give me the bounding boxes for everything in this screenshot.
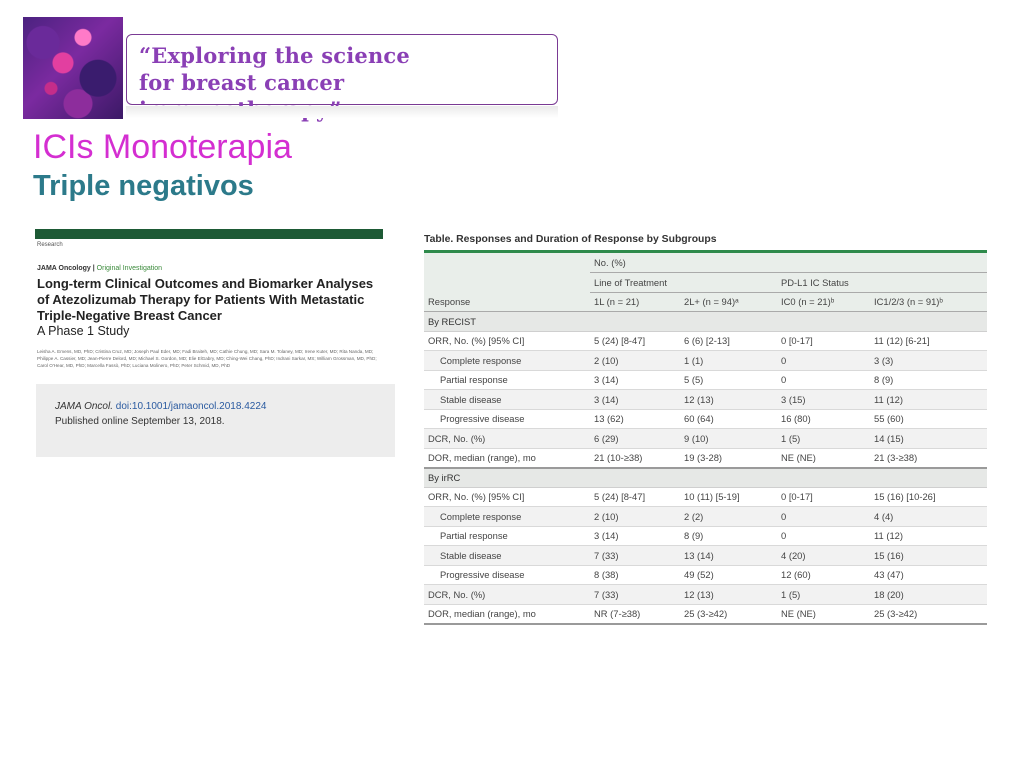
cell: 55 (60) (870, 409, 987, 429)
table-row (424, 409, 987, 429)
cell: 1 (5) (777, 585, 870, 605)
article-header-bar (35, 229, 383, 239)
slide-subtitle: Triple negativos (33, 170, 254, 202)
section-irrc: By irRC (424, 468, 987, 488)
table-row (424, 390, 987, 410)
cell: 3 (14) (590, 390, 680, 410)
cell: 49 (52) (680, 565, 777, 585)
cell: 2 (10) (590, 351, 680, 371)
cell: 11 (12) (870, 390, 987, 410)
table-header-row (424, 273, 987, 293)
cell: 15 (16) (870, 546, 987, 566)
table-row (424, 526, 987, 546)
citation-journal: JAMA Oncol. (55, 401, 113, 412)
header-no-pct: No. (%) (590, 253, 987, 273)
cell: 11 (12) [6-21] (870, 331, 987, 351)
table-row (424, 546, 987, 566)
table-row (424, 604, 987, 624)
cell: 16 (80) (777, 409, 870, 429)
cell: 12 (60) (777, 565, 870, 585)
cell: 3 (14) (590, 526, 680, 546)
article-type: Original Investigation (96, 265, 163, 272)
article-phase: A Phase 1 Study (37, 324, 130, 338)
cell: 0 [0-17] (777, 487, 870, 507)
row-label: ORR, No. (%) [95% CI] (424, 331, 590, 351)
cell: 0 [0-17] (777, 331, 870, 351)
cell: 6 (6) [2-13] (680, 331, 777, 351)
cell: 4 (20) (777, 546, 870, 566)
cell: 8 (9) (680, 526, 777, 546)
article-headline: Long-term Clinical Outcomes and Biomarker Analyses of Atezolizumab Therapy for Patients With Metastatic Triple-Negative Breast Cancer (37, 276, 374, 323)
table-row (424, 565, 987, 585)
cell: 25 (3-≥42) (680, 604, 777, 624)
cell: 3 (15) (777, 390, 870, 410)
cell: 13 (62) (590, 409, 680, 429)
row-label: DCR, No. (%) (424, 429, 590, 449)
cell: NR (7-≥38) (590, 604, 680, 624)
table-row (424, 331, 987, 351)
section-row (424, 312, 987, 332)
section-row (424, 468, 987, 488)
row-label: Partial response (424, 526, 590, 546)
table-header-row (424, 253, 987, 273)
table-caption: Table. Responses and Duration of Response by Subgroups (424, 234, 717, 245)
cell: 6 (29) (590, 429, 680, 449)
table-header-row (424, 292, 987, 312)
banner-image (23, 17, 123, 119)
cell: 12 (13) (680, 390, 777, 410)
cell: 0 (777, 370, 870, 390)
table-row (424, 351, 987, 371)
journal-name: JAMA Oncology (37, 265, 91, 272)
cell: 5 (24) [8-47] (590, 487, 680, 507)
header-pdl1-status: PD-L1 IC Status (777, 273, 987, 293)
table-row (424, 370, 987, 390)
response-table (424, 230, 987, 625)
header-response: Response (424, 292, 590, 312)
row-label: Complete response (424, 507, 590, 527)
citation-published: Published online September 13, 2018. (55, 416, 225, 427)
header-col: 1L (n = 21) (590, 292, 680, 312)
header-line-of-treatment: Line of Treatment (590, 273, 777, 293)
cell: 11 (12) (870, 526, 987, 546)
cell: 1 (5) (777, 429, 870, 449)
cell: 0 (777, 507, 870, 527)
row-label: Progressive disease (424, 565, 590, 585)
cell: 1 (1) (680, 351, 777, 371)
cell: 3 (3) (870, 351, 987, 371)
row-label: Partial response (424, 370, 590, 390)
cell: 43 (47) (870, 565, 987, 585)
cell: 4 (4) (870, 507, 987, 527)
table-row (424, 585, 987, 605)
cell: 10 (11) [5-19] (680, 487, 777, 507)
row-label: Complete response (424, 351, 590, 371)
row-label: ORR, No. (%) [95% CI] (424, 487, 590, 507)
row-label: DCR, No. (%) (424, 585, 590, 605)
cell: 0 (777, 351, 870, 371)
table-row (424, 507, 987, 527)
cell: 9 (10) (680, 429, 777, 449)
article-authors: Leisha A. Emens, MD, PhD; Cristina Cruz, MD; Joseph Paul Eder, MD; Fadi Braiteh, MD; Cathie Chung, MD; Sara M. Tolaney, MD; Irene Kuter, MD; Rita Nanda, MD; Philippe A. Cassier, MD; Jean-Pierre Delord, MD; Michael S. Gordon, MD; Elie ElGabry, MD; Ching-Wei Chang, PhD; Indrani Sarkar, MS; William Grossman, MD, PhD; Carol O'Hear, MD, PhD; Marcella Fassò, PhD; Luciana Molinero, PhD; Peter Schmid, MD, PhD (37, 349, 377, 368)
slide-title: ICIs Monoterapia (33, 128, 292, 166)
row-label: Progressive disease (424, 409, 590, 429)
banner-quote-box (126, 34, 558, 105)
cell: 25 (3-≥42) (870, 604, 987, 624)
row-label: Stable disease (424, 546, 590, 566)
citation-doi[interactable]: doi:10.1001/jamaoncol.2018.4224 (112, 401, 267, 412)
row-label: DOR, median (range), mo (424, 604, 590, 624)
header-col: IC1/2/3 (n = 91)ᵇ (870, 292, 987, 312)
banner-reflection (126, 106, 558, 118)
cell: 21 (10-≥38) (590, 448, 680, 468)
citation-box (36, 384, 395, 457)
row-label: DOR, median (range), mo (424, 448, 590, 468)
cell: 3 (14) (590, 370, 680, 390)
cell: 0 (777, 526, 870, 546)
header-col: IC0 (n = 21)ᵇ (777, 292, 870, 312)
cell: 15 (16) [10-26] (870, 487, 987, 507)
journal-separator: | (90, 265, 97, 272)
cell: NE (NE) (777, 448, 870, 468)
cell: 8 (38) (590, 565, 680, 585)
cell: 18 (20) (870, 585, 987, 605)
cell: 2 (2) (680, 507, 777, 527)
cell: 21 (3-≥38) (870, 448, 987, 468)
cell: 13 (14) (680, 546, 777, 566)
citation-line (55, 401, 266, 412)
cell: 7 (33) (590, 546, 680, 566)
section-recist: By RECIST (424, 312, 987, 332)
table-row (424, 448, 987, 468)
cell: 2 (10) (590, 507, 680, 527)
cell: 5 (5) (680, 370, 777, 390)
cell: 60 (64) (680, 409, 777, 429)
cell: 12 (13) (680, 585, 777, 605)
article-journal-line (37, 265, 162, 272)
article-section: Research (37, 242, 63, 248)
table-row (424, 487, 987, 507)
cell: 7 (33) (590, 585, 680, 605)
cell: NE (NE) (777, 604, 870, 624)
table-grid (424, 253, 987, 625)
banner-quote: “Exploring the science for breast cancer (139, 43, 410, 95)
row-label: Stable disease (424, 390, 590, 410)
cell: 19 (3-28) (680, 448, 777, 468)
header-col: 2L+ (n = 94)ᵃ (680, 292, 777, 312)
cell: 8 (9) (870, 370, 987, 390)
article-card (35, 228, 395, 457)
table-row (424, 429, 987, 449)
cell: 5 (24) [8-47] (590, 331, 680, 351)
cell: 14 (15) (870, 429, 987, 449)
